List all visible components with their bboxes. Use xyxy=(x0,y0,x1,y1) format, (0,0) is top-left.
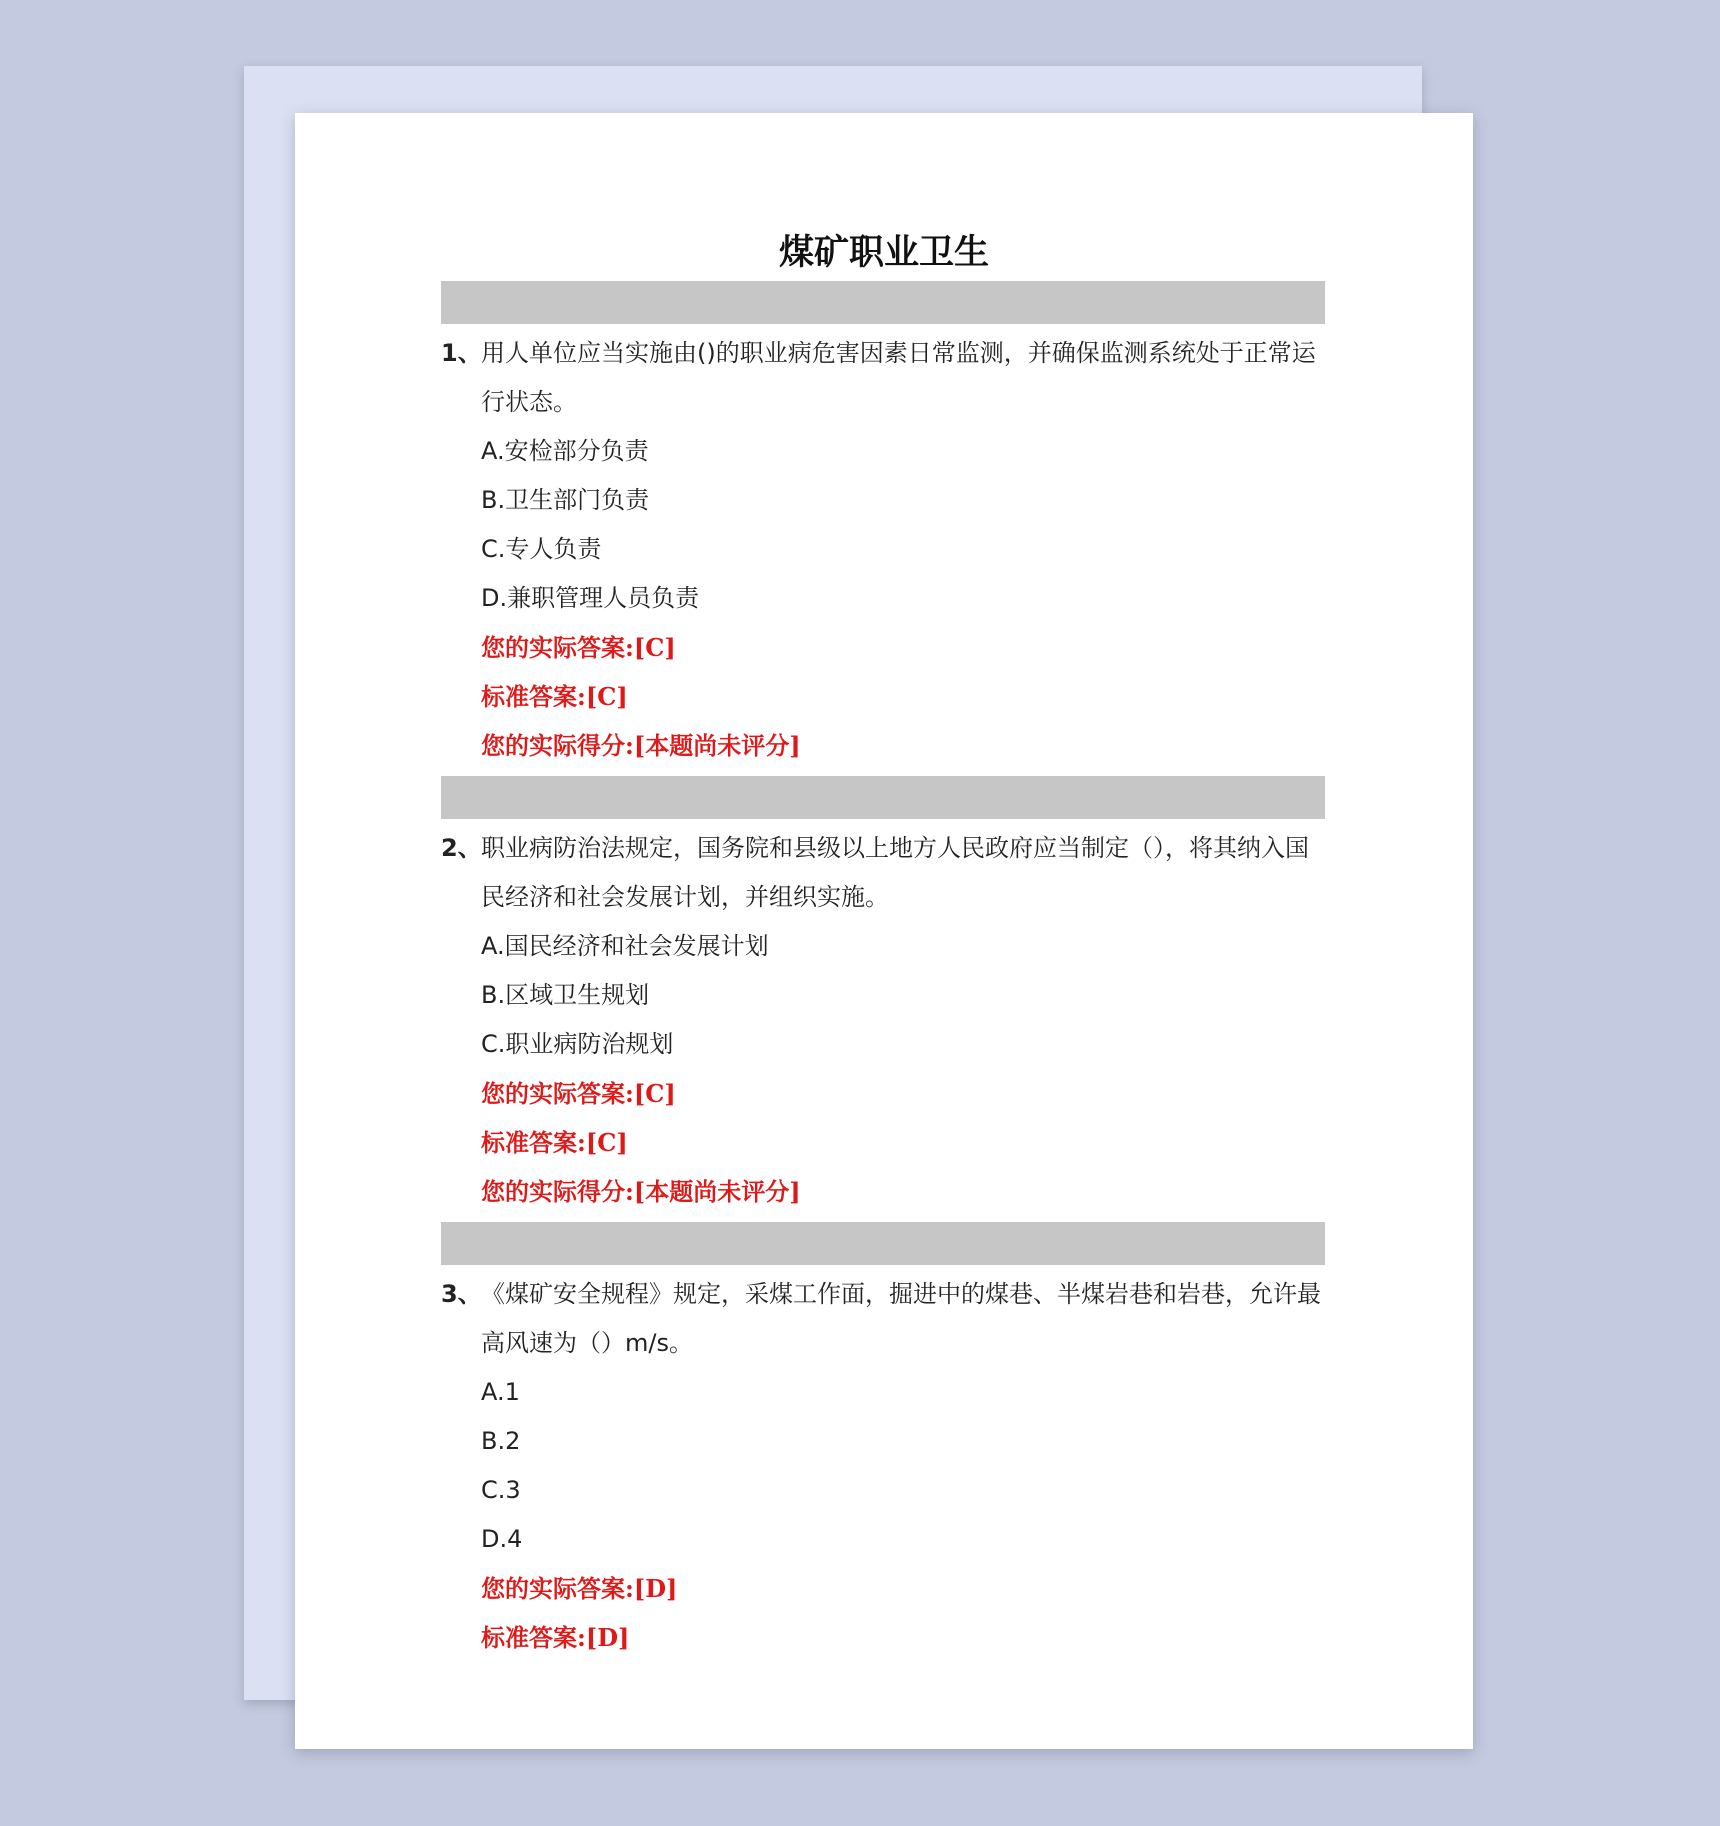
standard-answer: 标准答案:[C] xyxy=(481,682,628,711)
document-title: 煤矿职业卫生 xyxy=(778,232,989,273)
option-c: C.职业病防治规划 xyxy=(481,1030,674,1058)
option-a: A.安检部分负责 xyxy=(481,437,649,465)
question-number: 3、 xyxy=(441,1280,482,1308)
option-b: B.区域卫生规划 xyxy=(481,981,650,1009)
question-separator-bar xyxy=(441,281,1325,324)
option-d: D.兼职管理人员负责 xyxy=(481,584,700,612)
option-b: B.卫生部门负责 xyxy=(481,486,650,514)
question-3 xyxy=(441,1270,1329,1662)
option-a: A.国民经济和社会发展计划 xyxy=(481,932,769,960)
your-score: 您的实际得分:[本题尚未评分] xyxy=(481,1177,801,1206)
option-c: C.3 xyxy=(481,1476,521,1504)
option-b: B.2 xyxy=(481,1427,521,1455)
question-number: 2、 xyxy=(441,834,482,862)
your-score: 您的实际得分:[本题尚未评分] xyxy=(481,731,801,760)
option-d: D.4 xyxy=(481,1525,523,1553)
question-separator-bar xyxy=(441,1222,1325,1265)
your-answer: 您的实际答案:[D] xyxy=(481,1574,678,1603)
your-answer: 您的实际答案:[C] xyxy=(481,633,676,662)
question-text: 职业病防治法规定，国务院和县级以上地方人民政府应当制定（），将其纳入国民经济和社会发展计划，并组织实施。 xyxy=(481,834,1309,911)
standard-answer: 标准答案:[D] xyxy=(481,1623,630,1652)
question-1 xyxy=(441,329,1329,770)
question-number: 1、 xyxy=(441,339,482,367)
your-answer: 您的实际答案:[C] xyxy=(481,1079,676,1108)
question-separator-bar xyxy=(441,776,1325,819)
document-page xyxy=(295,113,1473,1749)
question-text: 《煤矿安全规程》规定，采煤工作面，掘进中的煤巷、半煤岩巷和岩巷，允许最高风速为（）m/s。 xyxy=(481,1280,1321,1357)
option-c: C.专人负责 xyxy=(481,535,602,563)
standard-answer: 标准答案:[C] xyxy=(481,1128,628,1157)
question-2 xyxy=(441,824,1329,1216)
option-a: A.1 xyxy=(481,1378,520,1406)
question-text: 用人单位应当实施由()的职业病危害因素日常监测，并确保监测系统处于正常运行状态。 xyxy=(481,339,1316,416)
